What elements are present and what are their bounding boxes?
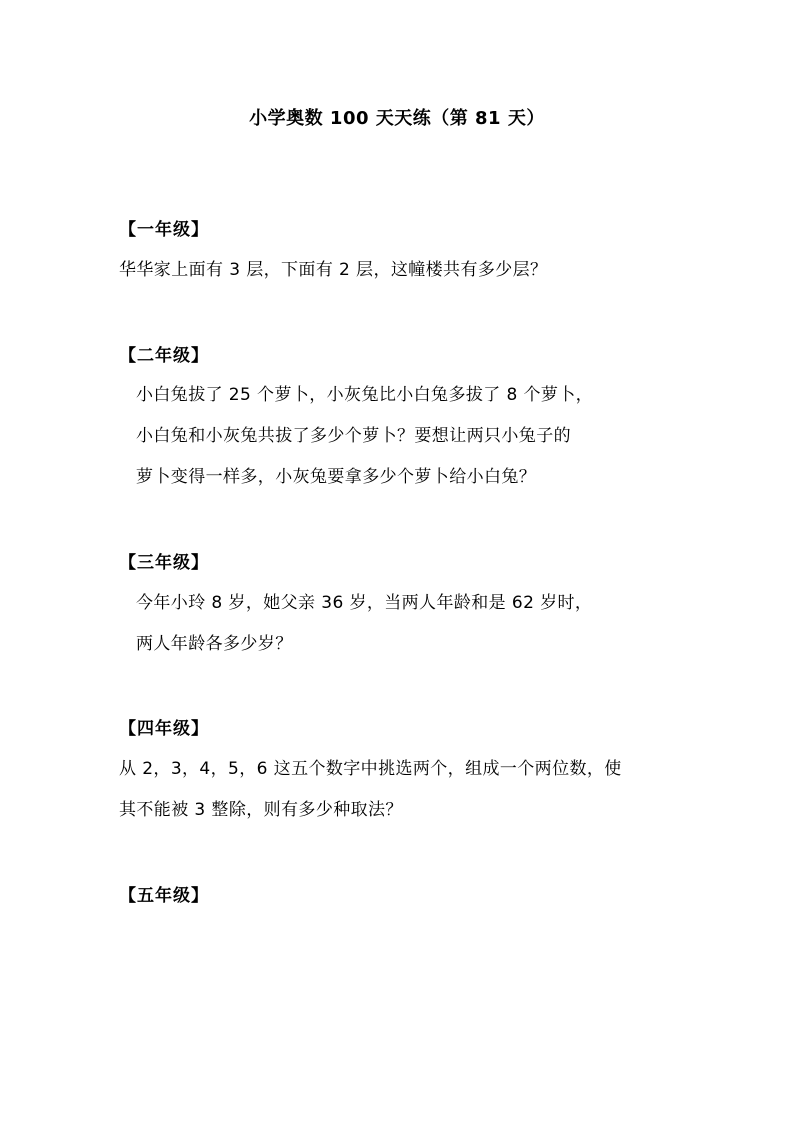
page-title: 小学奥数 100 天天练（第 81 天）	[249, 108, 545, 129]
question-grade-2	[136, 375, 593, 498]
question-grade-1	[119, 250, 547, 291]
section-heading-grade-2: 【二年级】	[119, 346, 209, 366]
section-heading-grade-4: 【四年级】	[119, 719, 209, 739]
question-grade-4	[119, 749, 622, 831]
question-line: 从 2，3，4，5，6 这五个数字中挑选两个，组成一个两位数，使	[119, 759, 622, 779]
question-line: 两人年龄各多少岁？	[136, 634, 293, 654]
section-heading-grade-5: 【五年级】	[119, 886, 209, 906]
question-line: 小白兔和小灰兔共拔了多少个萝卜？要想让两只小兔子的	[136, 426, 571, 446]
question-line: 今年小玲 8 岁，她父亲 36 岁，当两人年龄和是 62 岁时，	[136, 593, 593, 613]
section-heading-grade-1: 【一年级】	[119, 220, 209, 240]
question-line: 其不能被 3 整除，则有多少种取法？	[119, 800, 403, 820]
question-line: 华华家上面有 3 层，下面有 2 层，这幢楼共有多少层？	[119, 260, 548, 280]
question-line: 小白兔拔了 25 个萝卜，小灰兔比小白兔多拔了 8 个萝卜，	[136, 385, 594, 405]
question-grade-3	[136, 583, 592, 665]
question-line: 萝卜变得一样多，小灰兔要拿多少个萝卜给小白兔？	[136, 467, 537, 487]
section-heading-grade-3: 【三年级】	[119, 553, 209, 573]
